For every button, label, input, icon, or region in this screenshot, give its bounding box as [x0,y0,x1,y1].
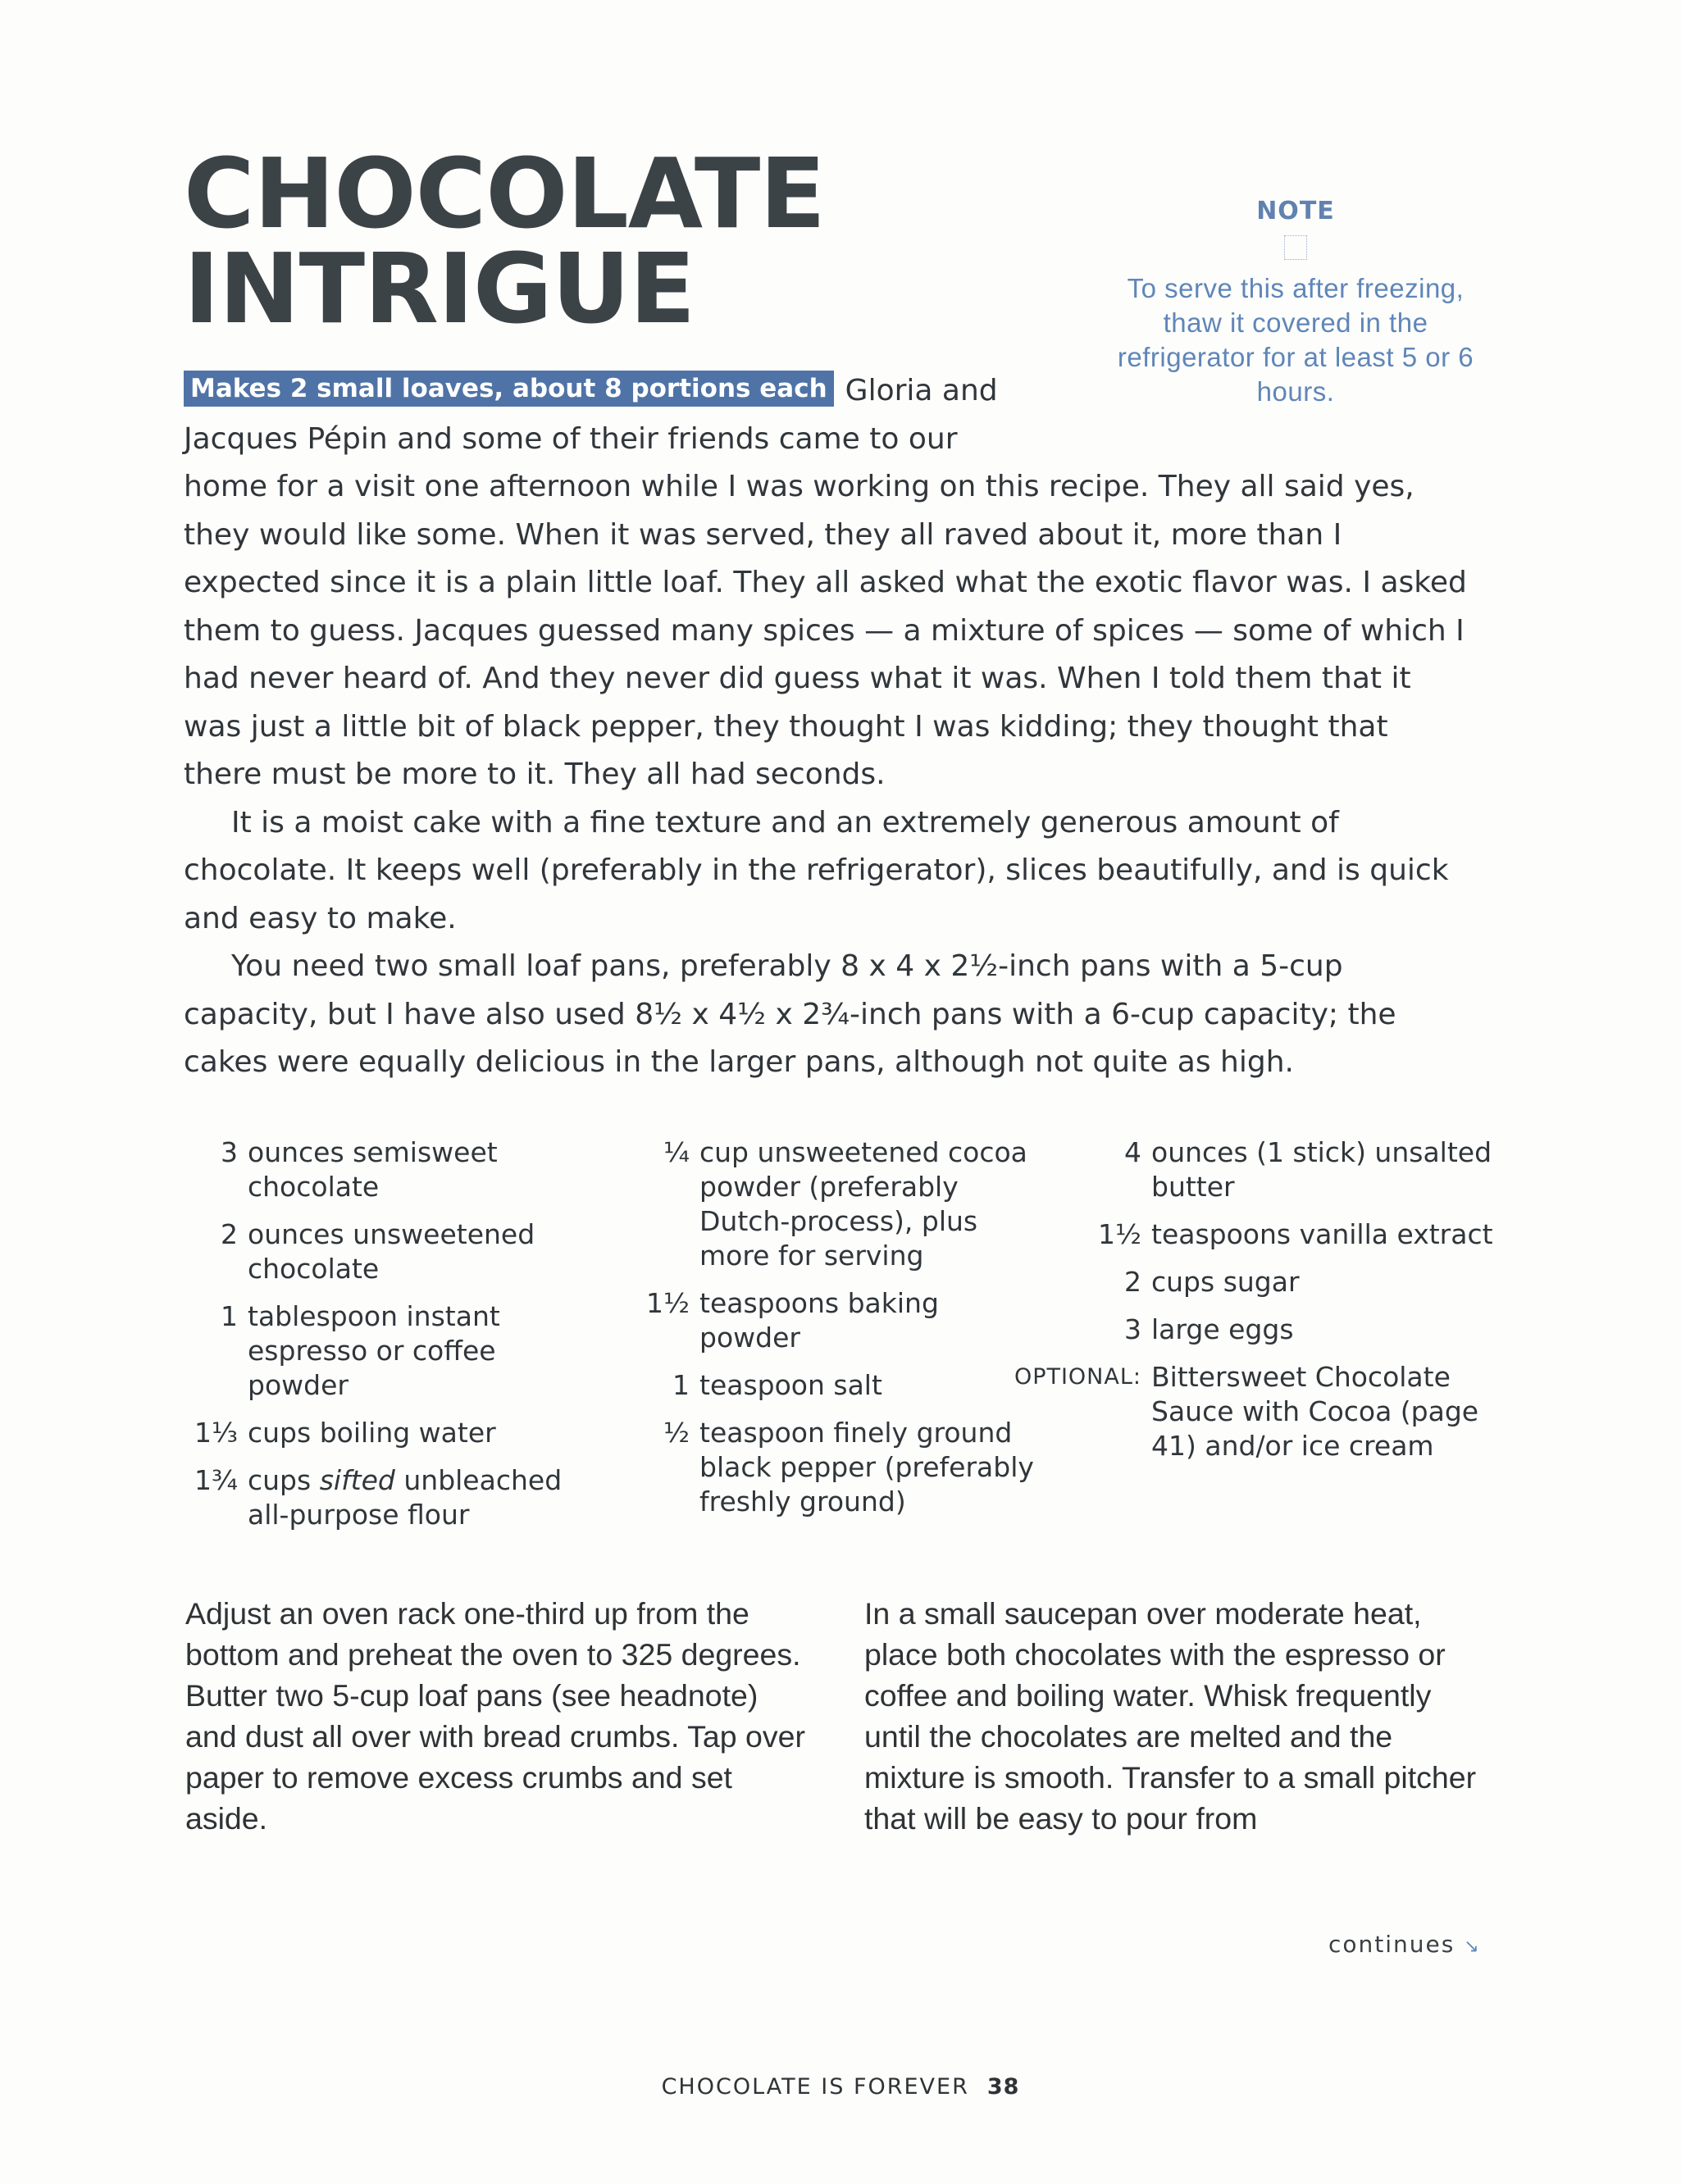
optional-ingredient [1014,1360,1496,1463]
ingredient-item: teaspoon finely ground black pepper (preferably freshly ground) [699,1417,1034,1517]
ingredient [663,1135,1044,1273]
ingredient-qty: 3 [1124,1313,1141,1345]
page-footer [0,2074,1681,2100]
ingredient-item: cups boiling water [248,1417,496,1449]
continues-indicator [1328,1931,1481,1958]
ingredient-item: teaspoon salt [699,1369,882,1401]
ingredient-qty: 1 [221,1300,238,1332]
ingredient-item-pre: cups [248,1464,320,1496]
page-number: 38 [986,2074,1020,2100]
headnote [184,367,1471,1087]
ingredient-column-3 [1014,1135,1496,1476]
ingredient [1098,1217,1496,1252]
ingredient-list [0,1135,1681,1545]
optional-text: Bittersweet Chocolate Sauce with Cocoa (page 41) and/or ice cream [1151,1361,1479,1462]
ingredient [194,1416,592,1450]
ingredient-qty: 3 [221,1136,238,1168]
ingredient [221,1217,592,1286]
ingredient-qty: 1½ [646,1287,690,1319]
recipe-title-line-1: CHOCOLATE [184,137,826,250]
ingredient-item-emphasis: sifted [319,1464,395,1496]
note-label: NOTE [1256,197,1335,225]
ingredient [663,1416,1044,1519]
ingredient-qty: 2 [1124,1266,1141,1298]
note-marker-icon [1284,235,1307,260]
headnote-paragraph-1: home for a visit one afternoon while I was working on this recipe. They all said yes, they would like some. When it was served, they all raved about it, more than I expected since it is a plain little loaf. They all asked what the exotic flavor was. I asked them to guess. Jacques guessed many spices — a mixture of spices — some of which I had never heard of. And they never did guess what it was. When I told them that it was just a little bit of black pepper, they thought I was kidding; they thought that there must be more to it. They all had seconds. [184,470,1467,791]
method-step-1: Adjust an oven rack one-third up from the bottom and preheat the oven to 325 degrees. Butter two 5-cup loaf pans (see headnote) and dust all over with bread crumbs. Tap over paper to remove excess crumbs and set aside. [185,1596,805,1836]
ingredient-item: tablespoon instant espresso or coffee powder [248,1300,500,1401]
headnote-paragraph-3: You need two small loaf pans, preferably 8 x 4 x 2½-inch pans with a 5-cup capacity, but I have also used 8½ x 4½ x 2¾-inch pans with a 6-cup capacity; the cakes were equally delicious in the larger pans, although not quite as high. [184,949,1396,1079]
ingredient-qty: ½ [663,1417,690,1449]
optional-label: OPTIONAL: [1014,1364,1141,1390]
ingredient [221,1299,592,1403]
ingredient-item: teaspoons vanilla extract [1151,1218,1493,1250]
ingredient-item [248,1463,592,1532]
ingredient-item: large eggs [1151,1313,1294,1345]
method-step-2: In a small saucepan over moderate heat, place both chocolates with the espresso or coffee and boiling water. Whisk frequently until the chocolates are melted and the mixture is smooth. Transfer to a small pitcher that will be easy to pour from [864,1596,1477,1836]
note-text: To serve this after freezing, thaw it covered in the refrigerator for at least 5 or 6 hours. [1117,273,1474,407]
ingredient-item: cup unsweetened cocoa powder (preferably Dutch-process), plus more for serving [699,1136,1027,1272]
ingredient-qty: 1⅓ [194,1417,238,1449]
arrow-down-right-icon: ↘ [1464,1936,1481,1957]
headnote-first-lines [184,367,1012,463]
ingredient [1124,1313,1496,1347]
ingredient-column-2 [646,1135,1044,1532]
ingredient [1124,1135,1496,1204]
ingredient [672,1368,1044,1403]
ingredient-item: teaspoons baking powder [699,1287,939,1354]
ingredient [1124,1265,1496,1299]
yield-badge: Makes 2 small loaves, about 8 portions each [184,371,834,407]
ingredient-qty: 1½ [1098,1218,1141,1250]
continues-label: continues [1328,1931,1456,1958]
ingredient [194,1463,592,1532]
ingredient [221,1135,592,1204]
ingredient-item: ounces (1 stick) unsalted butter [1151,1136,1492,1203]
headnote-paragraph-2: It is a moist cake with a fine texture and an extremely generous amount of chocolate. It keeps well (preferably in the refrigerator), slices beautifully, and is quick and easy to make. [184,805,1449,935]
ingredient-qty: 1 [672,1369,690,1401]
ingredient-item: ounces semisweet chocolate [248,1136,498,1203]
book-title: CHOCOLATE IS FOREVER [661,2074,969,2100]
ingredient-item-post: unbleached all-purpose flour [248,1464,563,1531]
ingredient-item: ounces unsweetened chocolate [248,1218,535,1285]
ingredient-column-1 [194,1135,592,1545]
ingredient-qty: 1¾ [194,1464,238,1496]
ingredient-qty: 4 [1124,1136,1141,1168]
headnote-lead: Gloria and Jacques Pépin and some of their friends came to our [184,374,998,456]
ingredient-qty: ¼ [663,1136,690,1168]
recipe-title-line-2: INTRIGUE [184,232,695,345]
recipe-title [184,137,1086,345]
ingredient-qty: 2 [221,1218,238,1250]
ingredient-item: cups sugar [1151,1266,1300,1298]
ingredient [646,1286,1044,1355]
